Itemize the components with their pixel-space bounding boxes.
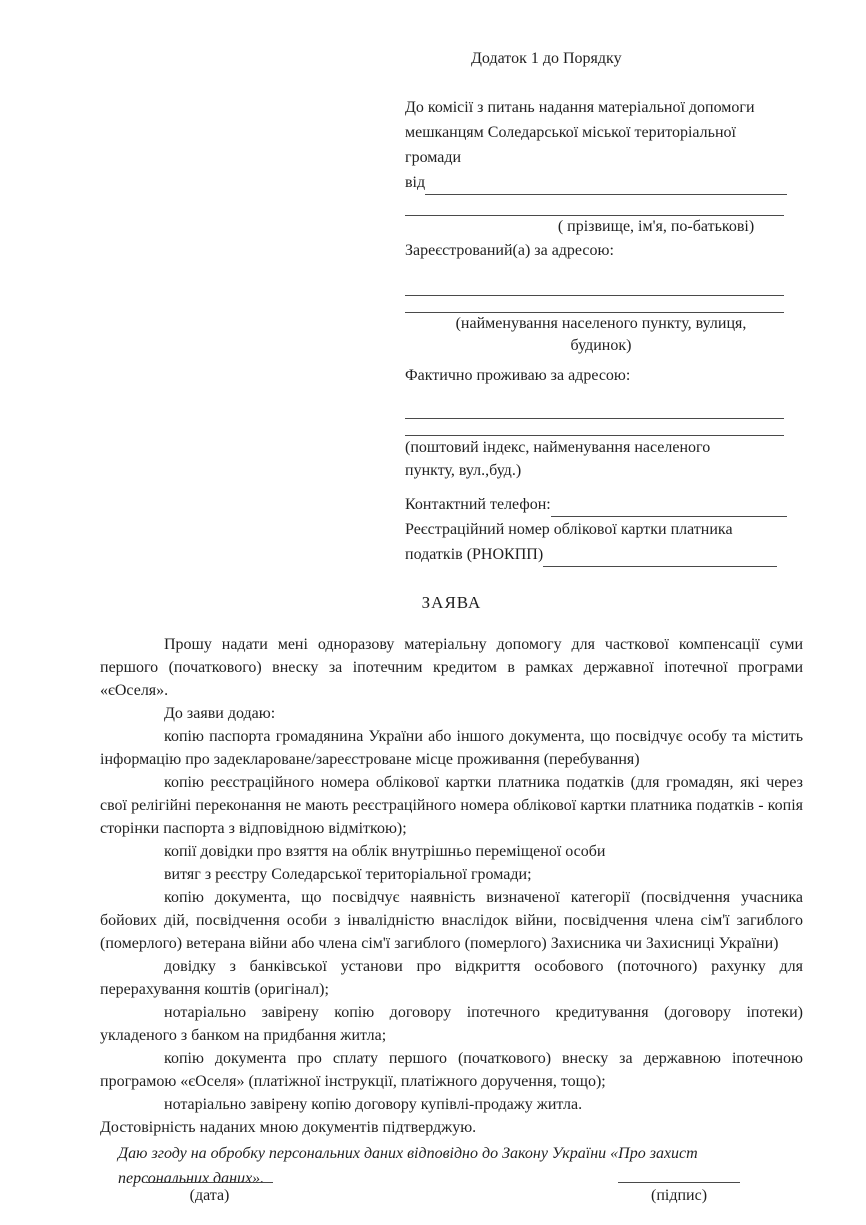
body-paragraph: довідку з банківської установи про відкриття особового (поточного) рахунку для перерахування коштів (оригінал); xyxy=(100,958,803,998)
blank-line xyxy=(405,277,784,296)
annex-title: Додаток 1 до Порядку xyxy=(471,50,622,67)
tax-number-label: Реєстраційний номер облікової картки платника xyxy=(405,521,733,538)
name-hint: ( прізвище, ім'я, по-батькові) xyxy=(557,218,755,235)
body-paragraph: копію документа, що посвідчує наявність визначеної категорії (посвідчення учасника бойових дій, посвідчення особи з інвалідністю внаслідок війни, посвідчення члена сім'ї загиблого (померлого) ветерана війни або члена сім'ї загиблого (померлого) Захисника чи Захисниці України) xyxy=(100,889,803,952)
statement-title: ЗАЯВА xyxy=(421,593,482,612)
body-paragraph: копію паспорта громадянина України або іншого документа, що посвідчує особу та містить інформацію про задеклароване/зареєстроване місце проживання (перебування) xyxy=(100,728,803,768)
tax-number-label: податків (РНОКПП) xyxy=(405,546,544,563)
actual-address-label: Фактично проживаю за адресою: xyxy=(405,367,631,384)
blank-line xyxy=(405,419,784,436)
phone-label: Контактний телефон: xyxy=(405,496,551,513)
blank-line xyxy=(405,296,784,313)
recipient-line: громади xyxy=(405,149,462,166)
body-paragraph: копію документа про сплату першого (початкового) внеску за державною іпотечною програмою «єОселя» (платіжної інструкції, платіжного доручення, тощо); xyxy=(100,1050,803,1090)
blank-line xyxy=(405,195,784,216)
tax-number-field xyxy=(405,542,797,567)
registered-address-hint: (найменування населеного пункту, вулиця, будинок) xyxy=(455,315,747,354)
statement-body xyxy=(100,593,803,1191)
body-paragraph: нотаріально завірену копію договору купівлі-продажу житла. xyxy=(164,1096,583,1113)
blank-line xyxy=(425,175,787,195)
signature-line xyxy=(146,1172,273,1183)
registered-address-label: Зареєстрований(а) за адресою: xyxy=(405,242,614,259)
from-field xyxy=(405,170,797,195)
date-signature xyxy=(146,1172,273,1205)
body-paragraph: Прошу надати мені одноразову матеріальну допомогу для часткової компенсації суми першого (початкового) внеску за іпотечним кредитом в рамках державної іпотечної програми «єОселя». xyxy=(100,636,803,699)
consent-note: Даю згоду на обробку персональних даних відповідно до Закону України «Про захист персональних даних». xyxy=(118,1145,698,1187)
sign-label: (підпис) xyxy=(650,1187,708,1204)
sign-signature xyxy=(618,1172,740,1205)
blank-line xyxy=(551,497,787,517)
body-paragraph: копію реєстраційного номера облікової картки платника податків (для громадян, які через свої релігійні переконання не мають реєстраційного номера облікової картки платника податків - копія сторінки паспорта з відповідною відміткою); xyxy=(100,774,803,837)
signature-line xyxy=(618,1172,740,1183)
blank-line xyxy=(543,547,777,567)
body-paragraph: копії довідки про взяття на облік внутрішньо переміщеної особи xyxy=(164,843,606,860)
recipient-block xyxy=(405,46,797,567)
blank-line xyxy=(405,400,784,419)
actual-address-hint: (поштовий індекс, найменування населеного пункту, вул.,буд.) xyxy=(405,439,711,479)
recipient-line: До комісії з питань надання матеріальної допомоги xyxy=(405,99,755,116)
from-label: від xyxy=(405,174,426,191)
date-label: (дата) xyxy=(189,1187,230,1204)
phone-field xyxy=(405,492,797,517)
recipient-line: мешканцям Соледарської міської територіальної xyxy=(405,124,736,141)
body-paragraph: До заяви додаю: xyxy=(164,705,276,722)
body-paragraph: витяг з реєстру Соледарської територіальної громади; xyxy=(164,866,532,883)
body-paragraph: Достовірність наданих мною документів підтверджую. xyxy=(100,1119,477,1136)
body-paragraph: нотаріально завірену копію договору іпотечного кредитування (договору іпотеки) укладеного з банком на придбання житла; xyxy=(100,1004,803,1044)
